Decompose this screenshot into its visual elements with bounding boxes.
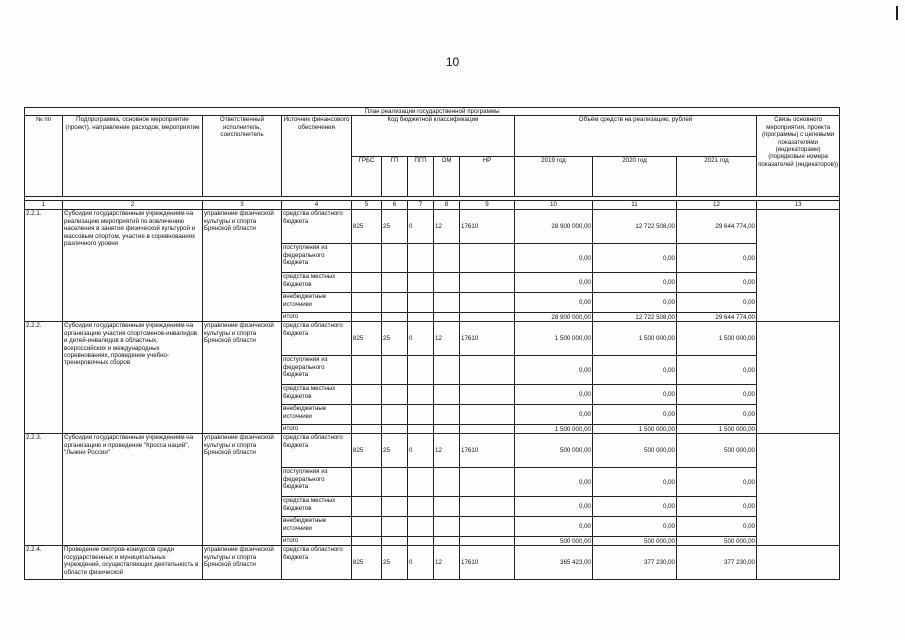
- empty-code-cell: [352, 313, 382, 322]
- empty-code-cell: [460, 273, 515, 293]
- code-om: 12: [434, 434, 460, 468]
- funding-source: средства областного бюджета: [282, 322, 352, 356]
- indicator-link: [757, 322, 840, 434]
- code-pgp: 0: [408, 546, 434, 580]
- empty-code-cell: [460, 537, 515, 546]
- header-name: Подпрограмма, основное мероприятие (проект), направление расходов, мероприятие: [63, 116, 203, 197]
- amount-2020: 0,00: [593, 468, 677, 497]
- empty-code-cell: [460, 517, 515, 537]
- amount-2021: 29 644 774,00: [677, 313, 757, 322]
- amount-2019: 365 423,00: [515, 546, 593, 580]
- empty-code-cell: [434, 425, 460, 434]
- header-pgp: ПГП: [408, 156, 434, 197]
- amount-2021: 0,00: [677, 293, 757, 313]
- col-number: 3: [203, 201, 282, 210]
- measure-name: Субсидии государственным учреждениям на реализацию мероприятий по вовлечению населения в занятия физической культурой и массовым спортом, участие в соревнованиях различного уровня: [63, 210, 203, 322]
- empty-code-cell: [382, 405, 408, 425]
- amount-2019: 1 500 000,00: [515, 322, 593, 356]
- empty-code-cell: [408, 293, 434, 313]
- empty-code-cell: [460, 497, 515, 517]
- col-number: 5: [352, 201, 382, 210]
- funding-source: итого: [282, 425, 352, 434]
- funding-source: итого: [282, 313, 352, 322]
- col-number: 11: [593, 201, 677, 210]
- amount-2021: 0,00: [677, 517, 757, 537]
- amount-2021: 0,00: [677, 385, 757, 405]
- amount-2020: 0,00: [593, 356, 677, 385]
- empty-code-cell: [352, 244, 382, 273]
- col-number: 8: [434, 201, 460, 210]
- empty-code-cell: [408, 497, 434, 517]
- empty-code-cell: [408, 537, 434, 546]
- measure-name: Субсидии государственным учреждениям на организацию участия спортсменов-инвалидов и детей-инвалидов в областных, всероссийских и международных соревнованиях, проведение учебно-тренировочных сборов: [63, 322, 203, 434]
- col-number: 13: [757, 201, 840, 210]
- empty-code-cell: [352, 385, 382, 405]
- edge-mark: [896, 6, 898, 20]
- funding-source: средства местных бюджетов: [282, 273, 352, 293]
- amount-2020: 0,00: [593, 517, 677, 537]
- empty-code-cell: [382, 356, 408, 385]
- empty-code-cell: [352, 468, 382, 497]
- code-gp: 25: [382, 546, 408, 580]
- amount-2021: 500 000,00: [677, 434, 757, 468]
- empty-code-cell: [382, 425, 408, 434]
- empty-code-cell: [460, 405, 515, 425]
- empty-code-cell: [408, 385, 434, 405]
- amount-2019: 0,00: [515, 405, 593, 425]
- amount-2020: 0,00: [593, 497, 677, 517]
- table-title: План реализации государственной программы: [25, 108, 840, 116]
- empty-code-cell: [460, 313, 515, 322]
- empty-code-cell: [352, 537, 382, 546]
- header-2020: 2020 год: [593, 156, 677, 197]
- empty-code-cell: [460, 425, 515, 434]
- row-number: 2.2.3.: [25, 434, 63, 546]
- empty-code-cell: [434, 405, 460, 425]
- header-volume: Объём средств на реализацию, рублей: [515, 116, 757, 157]
- amount-2020: 377 230,00: [593, 546, 677, 580]
- empty-code-cell: [382, 273, 408, 293]
- amount-2020: 0,00: [593, 273, 677, 293]
- amount-2019: 0,00: [515, 468, 593, 497]
- indicator-link: [757, 546, 840, 580]
- indicator-link: [757, 434, 840, 546]
- row-number: 2.2.1.: [25, 210, 63, 322]
- code-om: 12: [434, 546, 460, 580]
- amount-2020: 12 722 508,00: [593, 210, 677, 244]
- row-number: 2.2.4.: [25, 546, 63, 580]
- funding-source: средства областного бюджета: [282, 546, 352, 580]
- indicator-link: [757, 210, 840, 322]
- plan-table: [24, 107, 840, 580]
- header-gp: ГП: [382, 156, 408, 197]
- empty-code-cell: [408, 273, 434, 293]
- funding-source: средства областного бюджета: [282, 434, 352, 468]
- empty-code-cell: [408, 356, 434, 385]
- empty-code-cell: [352, 425, 382, 434]
- measure-name: Субсидии государственным учреждениям на организацию и проведение "Кросса наций", "Лыжни России": [63, 434, 203, 546]
- amount-2019: 0,00: [515, 356, 593, 385]
- header-nr: НР: [460, 156, 515, 197]
- header-grbs: ГРБС: [352, 156, 382, 197]
- amount-2019: 28 900 000,00: [515, 313, 593, 322]
- code-pgp: 0: [408, 210, 434, 244]
- funding-source: внебюджетные источники: [282, 517, 352, 537]
- amount-2021: 377 230,00: [677, 546, 757, 580]
- measure-name: Проведение смотров-конкурсов среди государственных и муниципальных учреждений, осуществляющих деятельность в области физической: [63, 546, 203, 580]
- page-number: 10: [445, 55, 460, 69]
- empty-code-cell: [460, 468, 515, 497]
- amount-2019: 500 000,00: [515, 434, 593, 468]
- empty-code-cell: [434, 497, 460, 517]
- executor: управление физической культуры и спорта Брянской области: [203, 322, 282, 434]
- code-nr: 17610: [460, 546, 515, 580]
- col-number: 6: [382, 201, 408, 210]
- col-number: 1: [25, 201, 63, 210]
- empty-code-cell: [460, 356, 515, 385]
- col-number: 9: [460, 201, 515, 210]
- header-om: ОМ: [434, 156, 460, 197]
- funding-source: средства областного бюджета: [282, 210, 352, 244]
- amount-2021: 1 500 000,00: [677, 322, 757, 356]
- empty-code-cell: [382, 537, 408, 546]
- code-gp: 25: [382, 210, 408, 244]
- code-grbs: 825: [352, 322, 382, 356]
- amount-2020: 500 000,00: [593, 537, 677, 546]
- code-nr: 17610: [460, 322, 515, 356]
- amount-2019: 1 500 000,00: [515, 425, 593, 434]
- row-number: 2.2.2.: [25, 322, 63, 434]
- amount-2021: 500 000,00: [677, 537, 757, 546]
- header-2019: 2019 год: [515, 156, 593, 197]
- empty-code-cell: [408, 468, 434, 497]
- amount-2020: 0,00: [593, 405, 677, 425]
- header-2021: 2021 год: [677, 156, 757, 197]
- amount-2019: 0,00: [515, 385, 593, 405]
- code-gp: 25: [382, 434, 408, 468]
- code-nr: 17610: [460, 434, 515, 468]
- funding-source: поступления из федерального бюджета: [282, 244, 352, 273]
- amount-2020: 500 000,00: [593, 434, 677, 468]
- executor: управление физической культуры и спорта Брянской области: [203, 210, 282, 322]
- amount-2021: 0,00: [677, 273, 757, 293]
- col-number: 2: [63, 201, 203, 210]
- empty-code-cell: [352, 405, 382, 425]
- col-number: 10: [515, 201, 593, 210]
- amount-2019: 500 000,00: [515, 537, 593, 546]
- empty-code-cell: [382, 244, 408, 273]
- empty-code-cell: [434, 468, 460, 497]
- code-grbs: 825: [352, 434, 382, 468]
- empty-code-cell: [352, 497, 382, 517]
- empty-code-cell: [408, 313, 434, 322]
- funding-source: средства местных бюджетов: [282, 385, 352, 405]
- column-numbers-row: [25, 201, 840, 210]
- funding-source: поступления из федерального бюджета: [282, 468, 352, 497]
- funding-source: поступления из федерального бюджета: [282, 356, 352, 385]
- amount-2019: 0,00: [515, 244, 593, 273]
- code-nr: 17610: [460, 210, 515, 244]
- code-gp: 25: [382, 322, 408, 356]
- empty-code-cell: [434, 244, 460, 273]
- empty-code-cell: [382, 385, 408, 405]
- amount-2020: 12 722 508,00: [593, 313, 677, 322]
- empty-code-cell: [408, 405, 434, 425]
- empty-code-cell: [434, 537, 460, 546]
- plan-table-body: [25, 210, 840, 580]
- funding-source: внебюджетные источники: [282, 293, 352, 313]
- amount-2021: 0,00: [677, 244, 757, 273]
- amount-2021: 0,00: [677, 405, 757, 425]
- amount-2019: 0,00: [515, 497, 593, 517]
- amount-2021: 0,00: [677, 356, 757, 385]
- empty-code-cell: [352, 293, 382, 313]
- amount-2020: 0,00: [593, 385, 677, 405]
- empty-code-cell: [382, 293, 408, 313]
- empty-code-cell: [434, 385, 460, 405]
- amount-2021: 0,00: [677, 468, 757, 497]
- amount-2019: 0,00: [515, 517, 593, 537]
- header-no: № пп: [25, 116, 63, 197]
- empty-code-cell: [460, 293, 515, 313]
- amount-2020: 1 500 000,00: [593, 425, 677, 434]
- empty-code-cell: [434, 313, 460, 322]
- table-row: [25, 546, 840, 580]
- table-row: [25, 322, 840, 356]
- col-number: 4: [282, 201, 352, 210]
- empty-code-cell: [434, 293, 460, 313]
- amount-2020: 0,00: [593, 293, 677, 313]
- code-pgp: 0: [408, 322, 434, 356]
- empty-code-cell: [408, 425, 434, 434]
- empty-code-cell: [434, 273, 460, 293]
- empty-code-cell: [460, 244, 515, 273]
- amount-2021: 29 644 774,00: [677, 210, 757, 244]
- empty-code-cell: [352, 356, 382, 385]
- amount-2021: 1 500 000,00: [677, 425, 757, 434]
- header-source: Источник финансового обеспечения: [282, 116, 352, 197]
- code-pgp: 0: [408, 434, 434, 468]
- code-om: 12: [434, 210, 460, 244]
- amount-2019: 0,00: [515, 273, 593, 293]
- empty-code-cell: [408, 517, 434, 537]
- header-link: Связь основного мероприятия, проекта (программы) с целевыми показателями (индикаторами) (порядковые номера показателей (индикаторов)): [757, 116, 840, 197]
- amount-2020: 1 500 000,00: [593, 322, 677, 356]
- code-grbs: 825: [352, 210, 382, 244]
- empty-code-cell: [352, 517, 382, 537]
- empty-code-cell: [382, 517, 408, 537]
- code-grbs: 825: [352, 546, 382, 580]
- header-executor: Ответственный исполнитель, соисполнитель: [203, 116, 282, 197]
- amount-2019: 0,00: [515, 293, 593, 313]
- table-row: [25, 434, 840, 468]
- executor: управление физической культуры и спорта Брянской области: [203, 546, 282, 580]
- amount-2021: 0,00: [677, 497, 757, 517]
- code-om: 12: [434, 322, 460, 356]
- empty-code-cell: [382, 313, 408, 322]
- empty-code-cell: [382, 497, 408, 517]
- table-row: [25, 210, 840, 244]
- funding-source: итого: [282, 537, 352, 546]
- empty-code-cell: [460, 385, 515, 405]
- empty-code-cell: [434, 517, 460, 537]
- funding-source: внебюджетные источники: [282, 405, 352, 425]
- empty-code-cell: [434, 356, 460, 385]
- executor: управление физической культуры и спорта Брянской области: [203, 434, 282, 546]
- amount-2020: 0,00: [593, 244, 677, 273]
- empty-code-cell: [382, 468, 408, 497]
- empty-code-cell: [352, 273, 382, 293]
- funding-source: средства местных бюджетов: [282, 497, 352, 517]
- header-kbk: Код бюджетной классификации: [352, 116, 515, 157]
- col-number: 7: [408, 201, 434, 210]
- empty-code-cell: [408, 244, 434, 273]
- col-number: 12: [677, 201, 757, 210]
- amount-2019: 28 900 000,00: [515, 210, 593, 244]
